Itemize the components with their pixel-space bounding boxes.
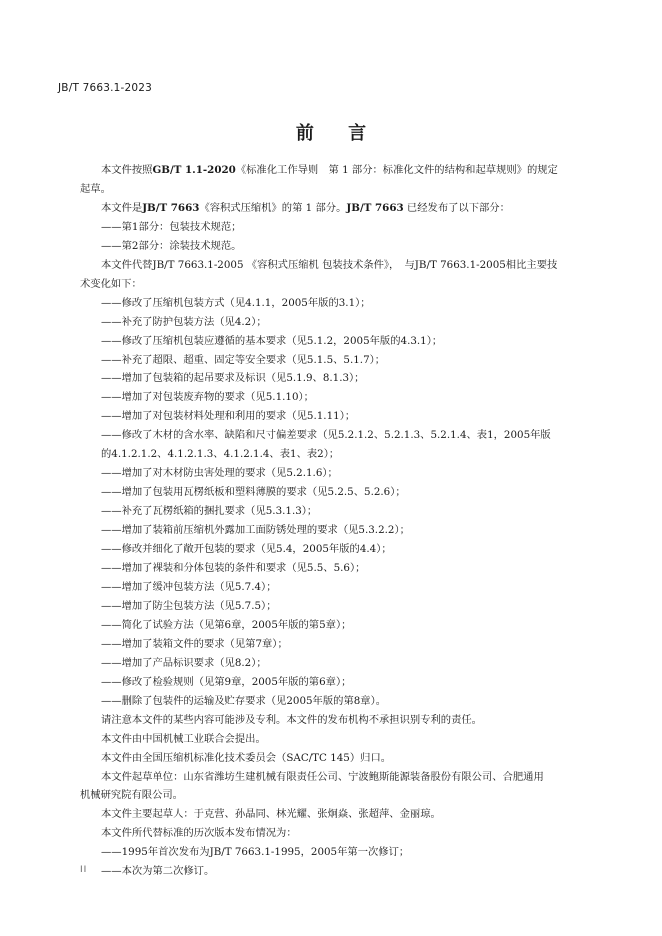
change-item: ——修改并细化了敞开包装的要求（见5.4，2005年版的4.4）； — [101, 543, 392, 556]
paragraph-patent: 请注意本文件的某些内容可能涉及专利。本文件的发布机构不承担识别专利的责任。 — [101, 713, 482, 726]
change-item: ——增加了装箱前压缩机外露加工面防锈处理的要求（见5.3.2.2）； — [101, 524, 410, 537]
change-item: ——增加了装箱文件的要求（见第7章）； — [101, 637, 288, 650]
change-item: ——修改了木材的含水率、缺陷和尺寸偏差要求（见5.2.1.2、5.2.1.3、5.2.1.4、表1，2005年版 — [101, 429, 551, 442]
paragraph-managed: 本文件由全国压缩机标准化技术委员会（SAC/TC 145）归口。 — [101, 751, 392, 764]
change-item: ——增加了缓冲包装方法（见5.7.4）； — [101, 580, 277, 593]
paragraph-part-info: 本文件是JB/T 7663《容积式压缩机》的第 1 部分。JB/T 7663 已经发布了以下部分： — [101, 201, 510, 214]
change-item: ——修改了压缩机包装方式（见4.1.1，2005年版的3.1）； — [101, 296, 371, 309]
history-item: ——本次为第二次修订。 — [101, 865, 215, 878]
change-item: ——增加了包装箱的起吊要求及标识（见5.1.9、8.1.3）； — [101, 372, 365, 385]
page-number: II — [80, 865, 88, 875]
change-item: ——补充了防护包装方法（见4.2）； — [101, 315, 267, 328]
change-item: ——修改了检验规则（见第9章，2005年版的第6章）； — [101, 675, 352, 688]
paragraph-drafters: 本文件主要起草人：于克营、孙晶同、林光耀、张炯焱、张超萍、金丽琼。 — [101, 808, 441, 821]
change-item: ——增加了包装用瓦楞纸板和塑料薄膜的要求（见5.2.5、5.2.6）； — [101, 486, 406, 499]
list-item: ——第2部分：涂装技术规范。 — [101, 239, 242, 252]
change-item: ——简化了试验方法（见第6章，2005年版的第5章）； — [101, 618, 352, 631]
change-item: ——补充了超限、超重、固定等安全要求（见5.1.5、5.1.7）； — [101, 353, 386, 366]
foreword-body — [80, 161, 605, 881]
history-item: ——1995年首次发布为JB/T 7663.1-1995，2005年第一次修订； — [101, 846, 410, 859]
change-item: ——增加了对包装废弃物的要求（见5.1.10）； — [101, 391, 314, 404]
paragraph-drafting-units: 本文件起草单位：山东省潍坊生建机械有限责任公司、宁波鲍斯能源装备股份有限公司、合肥通用 — [101, 770, 544, 783]
page-title: 前 言 — [295, 123, 381, 144]
change-item: ——增加了对木材防虫害处理的要求（见5.2.1.6）； — [101, 467, 338, 480]
paragraph-drafting-units-cont: 机械研究院有限公司。 — [80, 789, 183, 802]
change-item: ——增加了裸装和分体包装的条件和要求（见5.5、5.6）； — [101, 562, 366, 575]
change-item: ——补充了瓦楞纸箱的捆扎要求（见5.3.1.3）； — [101, 505, 318, 518]
change-item: ——增加了产品标识要求（见8.2）； — [101, 656, 267, 669]
paragraph-drafting-basis-cont: 起草。 — [80, 182, 111, 195]
paragraph-drafting-basis: 本文件按照GB/T 1.1-2020《标准化工作导则 第 1 部分：标准化文件的结构和起草规则》的规定 — [101, 164, 558, 176]
paragraph-replaces-cont: 术变化如下： — [80, 277, 142, 290]
list-item: ——第1部分：包装技术规范； — [101, 220, 242, 233]
change-item: ——删除了包装件的运输及贮存要求（见2005年版的第8章）。 — [101, 694, 387, 707]
change-item: ——增加了对包装材料处理和利用的要求（见5.1.11）； — [101, 410, 356, 423]
paragraph-proposed: 本文件由中国机械工业联合会提出。 — [101, 732, 266, 745]
change-item-cont: 的4.1.2.1.2、4.1.2.1.3、4.1.2.1.4、表1、表2）； — [101, 448, 340, 461]
change-item: ——修改了压缩机包装应遵循的基本要求（见5.1.2，2005年版的4.3.1）； — [101, 334, 443, 347]
paragraph-history-intro: 本文件所代替标准的历次版本发布情况为： — [101, 827, 297, 840]
change-item: ——增加了防尘包装方法（见5.7.5）； — [101, 599, 277, 612]
paragraph-replaces: 本文件代替JB/T 7663.1-2005 《容积式压缩机 包装技术条件》， 与JB/T 7663.1-2005相比主要技 — [101, 258, 558, 271]
standard-code: JB/T 7663.1-2023 — [58, 82, 153, 94]
